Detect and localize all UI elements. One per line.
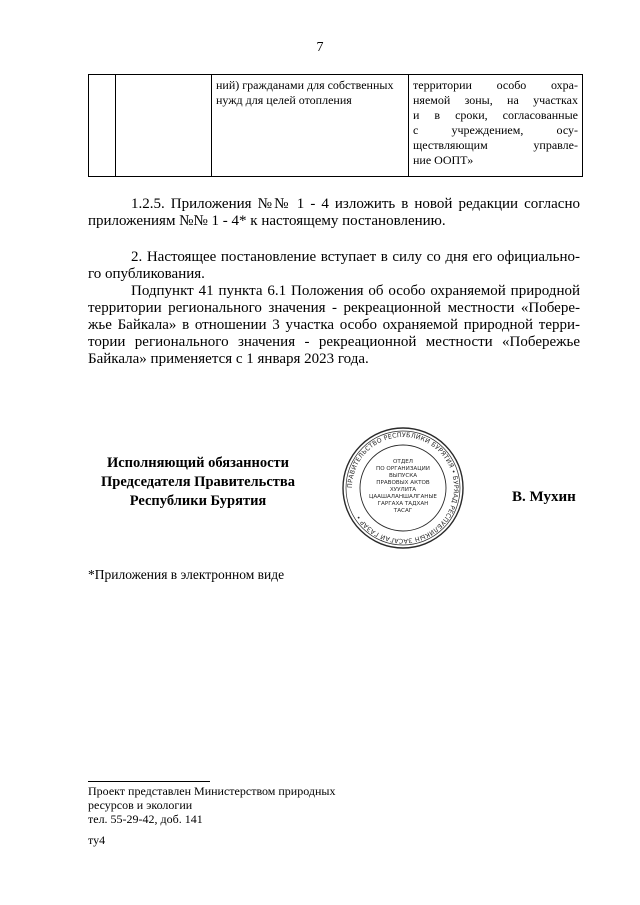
paragraph-line: Подпункт 41 пункта 6.1 Положения об особо охраняемой природной (131, 283, 580, 299)
document-code: ту4 (88, 833, 106, 847)
appendix-note: *Приложения в электронном виде (88, 567, 285, 582)
paragraph-line: го опубликования. (88, 266, 205, 282)
paragraph-line: территории регионального значения - рекреационной местности «Побере- (88, 300, 580, 316)
paragraph-entry-into-force (88, 249, 580, 283)
seal-center-line: ТАСАГ (393, 508, 413, 514)
paragraph-line: жье Байкала» в отношении 3 участка особо охраняемой природной терри- (88, 317, 580, 333)
table-cell-activity (212, 75, 409, 177)
footer-line: ресурсов и экологии (88, 798, 193, 812)
seal-center-line: ПРАВОВЫХ АКТОВ (376, 480, 430, 486)
footer-line: Проект представлен Министерством природных (88, 784, 336, 798)
cell-text-line: территории особо охра- (413, 78, 578, 92)
page-number: 7 (316, 40, 324, 55)
paragraph-line: Байкала» применяется с 1 января 2023 года. (88, 351, 369, 367)
footnote-divider (88, 781, 210, 782)
seal-center-line: ОТДЕЛ (393, 459, 413, 465)
official-seal (340, 425, 466, 551)
signatory-title-line: Председателя Правительства (101, 474, 295, 490)
seal-center-line: ПО ОРГАНИЗАЦИИ (376, 466, 430, 472)
cell-text-line: с учреждением, осу- (413, 123, 578, 137)
continued-table (88, 74, 583, 177)
seal-center-line: ЦААШАЛАНШАЛГАНЫЕ (369, 494, 437, 500)
table-row (89, 75, 583, 177)
seal-center-line: ХУУЛИТА (389, 487, 417, 493)
paragraph-line: тории регионального значения - рекреационной местности «Побережье (88, 334, 580, 350)
paragraph-line: приложениям №№ 1 - 4* к настоящему постановлению. (88, 213, 446, 229)
seal-center-line: ГАРГАХА ТАДХАН (377, 501, 429, 507)
footer-info (88, 784, 335, 826)
cell-text-line: няемой зоны, на участках (413, 93, 578, 107)
paragraph-line: 1.2.5. Приложения №№ 1 - 4 изложить в новой редакции согласно (131, 196, 580, 212)
footer-line: тел. 55-29-42, доб. 141 (88, 812, 203, 826)
cell-text-line: ществляющим управле- (413, 138, 578, 152)
seal-ring-text: ПРАВИТЕЛЬСТВО РЕСПУБЛИКИ БУРЯТИЯ • БУРЯАД РЕСПУБЛИКЫН ЗАСАГАЙ ГАЗАР • (346, 431, 460, 545)
cell-text-line: нужд для целей отопления (216, 93, 352, 107)
signatory-title-line: Исполняющий обязанности (106, 455, 290, 471)
table-cell-conditions (409, 75, 583, 177)
signatory-title (88, 454, 308, 511)
cell-text-line: ний) гражданами для собственных (216, 78, 394, 92)
signatory-title-line: Республики Бурятия (129, 493, 267, 509)
paragraph-amendment (88, 196, 580, 230)
table-cell-number (89, 75, 116, 177)
seal-center-line: ВЫПУСКА (388, 473, 418, 479)
cell-text-line: ние ООПТ» (413, 153, 474, 167)
table-cell-empty (116, 75, 212, 177)
signatory-name: В. Мухин (512, 489, 576, 505)
paragraph-subclause (88, 283, 580, 368)
paragraph-line: 2. Настоящее постановление вступает в силу со дня его официально- (131, 249, 580, 265)
cell-text-line: и в сроки, согласованные (413, 108, 578, 122)
